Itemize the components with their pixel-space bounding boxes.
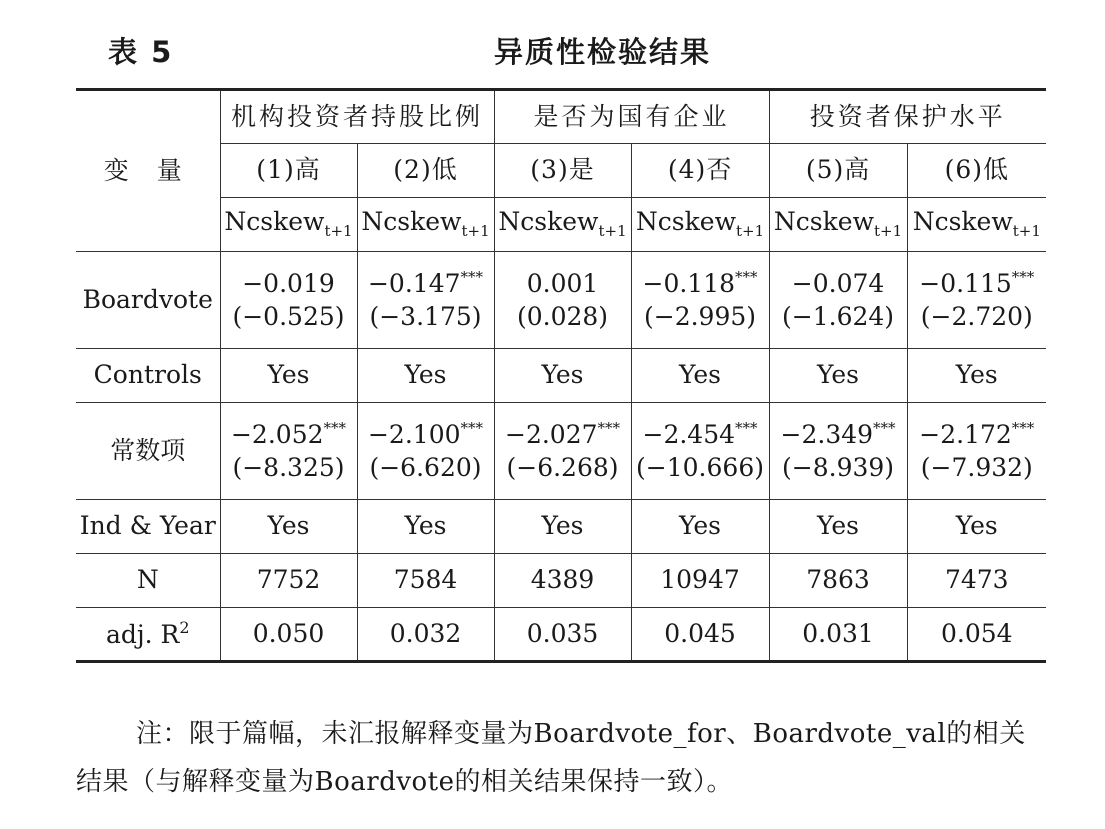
significance-stars: ***: [735, 267, 758, 286]
table-cell: 0.054: [907, 608, 1046, 662]
table-cell: Yes: [631, 500, 769, 554]
t-stat: (−8.939): [782, 452, 895, 482]
table-note: 注：限于篇幅，未汇报解释变量为Boardvote_for、Boardvote_val的相关结果（与解释变量为Boardvote的相关结果保持一致）。: [76, 719, 1026, 797]
table-cell: Yes: [494, 500, 631, 554]
table-title: 异质性检验结果: [493, 35, 711, 69]
dep-var-base: Ncskew: [635, 207, 736, 237]
significance-stars: ***: [597, 418, 621, 437]
adj-r2-power: 2: [179, 617, 190, 637]
significance-stars: ***: [460, 418, 484, 437]
significance-stars: ***: [323, 418, 347, 437]
table-cell: Yes: [907, 349, 1046, 403]
column-header: (6)低: [907, 144, 1046, 198]
dep-var-base: Ncskew: [773, 207, 874, 237]
coef-value: −2.100: [367, 419, 461, 449]
dep-var-base: Ncskew: [361, 207, 462, 237]
coef-cell: [494, 403, 631, 500]
row-label: Ind & Year: [76, 500, 220, 554]
significance-stars: ***: [873, 418, 896, 437]
dep-var-base: Ncskew: [498, 207, 599, 237]
t-stat: (−6.620): [369, 452, 482, 482]
coef-cell: [769, 252, 907, 349]
column-header: (2)低: [357, 144, 494, 198]
column-header: (4)否: [631, 144, 769, 198]
row-label: N: [76, 554, 220, 608]
coef-cell: [631, 403, 769, 500]
coef-value: −0.115: [919, 268, 1012, 298]
t-stat: (−2.995): [644, 301, 757, 331]
table-number: 表 5: [108, 35, 174, 69]
table-cell: Yes: [769, 349, 907, 403]
group-header: 是否为国有企业: [494, 90, 769, 144]
column-header: (3)是: [494, 144, 631, 198]
coef-value: −2.172: [919, 419, 1012, 449]
column-header: (5)高: [769, 144, 907, 198]
t-stat: (0.028): [516, 301, 609, 331]
dependent-variable-cell: [907, 198, 1046, 252]
row-label: Boardvote: [76, 252, 220, 349]
t-stat: (−6.268): [506, 452, 619, 482]
coef-value: −2.052: [230, 419, 324, 449]
table-caption: [0, 26, 1105, 74]
table-row: [76, 500, 1046, 554]
row-label: [76, 608, 220, 662]
group-header: 投资者保护水平: [769, 90, 1046, 144]
t-stat: (−8.325): [232, 452, 345, 482]
dependent-variable-cell: [220, 198, 357, 252]
table-row: [76, 252, 1046, 349]
row-label: 常数项: [76, 403, 220, 500]
table-cell: 7584: [357, 554, 494, 608]
table-cell: Yes: [357, 349, 494, 403]
coef-value: −2.454: [642, 419, 736, 449]
variable-header: 变 量: [76, 90, 220, 252]
coef-value: 0.001: [526, 268, 599, 298]
t-stat: (−1.624): [782, 301, 895, 331]
dependent-variable-row: [76, 198, 1046, 252]
table-row: [76, 403, 1046, 500]
column-header-row: [76, 144, 1046, 198]
table-cell: 0.035: [494, 608, 631, 662]
t-stat: (−0.525): [232, 301, 345, 331]
group-header: 机构投资者持股比例: [220, 90, 494, 144]
significance-stars: ***: [1011, 267, 1035, 286]
coef-value: −0.147: [367, 268, 461, 298]
dep-var-subscript: t+1: [873, 222, 903, 241]
coef-cell: [769, 403, 907, 500]
table-row: [76, 349, 1046, 403]
coef-value: −0.074: [791, 268, 885, 298]
table-cell: 0.045: [631, 608, 769, 662]
table-cell: Yes: [220, 349, 357, 403]
coef-cell: [907, 252, 1046, 349]
t-stat: (−2.720): [920, 301, 1033, 331]
significance-stars: ***: [1011, 418, 1035, 437]
coef-cell: [631, 252, 769, 349]
coef-cell: [357, 403, 494, 500]
coef-value: −2.027: [505, 419, 598, 449]
dependent-variable-cell: [631, 198, 769, 252]
table-cell: Yes: [494, 349, 631, 403]
table-cell: 0.032: [357, 608, 494, 662]
table-cell: Yes: [631, 349, 769, 403]
table-cell: 7863: [769, 554, 907, 608]
table-cell: 0.050: [220, 608, 357, 662]
significance-stars: ***: [460, 267, 484, 286]
coef-cell: [907, 403, 1046, 500]
dep-var-subscript: t+1: [461, 222, 490, 241]
table-cell: Yes: [769, 500, 907, 554]
dependent-variable-cell: [494, 198, 631, 252]
t-stat: (−7.932): [920, 452, 1033, 482]
table-cell: Yes: [220, 500, 357, 554]
coef-value: −0.019: [242, 268, 335, 298]
coef-value: −0.118: [642, 268, 736, 298]
row-label: Controls: [76, 349, 220, 403]
adj-r2-label: adj. R: [105, 619, 180, 649]
table-cell: 10947: [631, 554, 769, 608]
coef-cell: [494, 252, 631, 349]
dependent-variable-cell: [769, 198, 907, 252]
significance-stars: ***: [735, 418, 758, 437]
table-row: [76, 554, 1046, 608]
t-stat: (−3.175): [369, 301, 482, 331]
dep-var-base: Ncskew: [912, 207, 1013, 237]
table-row: [76, 608, 1046, 662]
coef-cell: [220, 252, 357, 349]
column-header: (1)高: [220, 144, 357, 198]
table-cell: 4389: [494, 554, 631, 608]
group-header-row: [76, 90, 1046, 144]
dep-var-base: Ncskew: [224, 207, 325, 237]
table-cell: 7752: [220, 554, 357, 608]
table-cell: Yes: [357, 500, 494, 554]
coef-value: −2.349: [780, 419, 874, 449]
table-cell: Yes: [907, 500, 1046, 554]
dep-var-subscript: t+1: [598, 222, 627, 241]
dep-var-subscript: t+1: [1012, 222, 1041, 241]
coef-cell: [357, 252, 494, 349]
dep-var-subscript: t+1: [735, 222, 765, 241]
t-stat: (−10.666): [636, 452, 764, 482]
dep-var-subscript: t+1: [324, 222, 353, 241]
results-table: [76, 88, 1046, 663]
dependent-variable-cell: [357, 198, 494, 252]
table-cell: 0.031: [769, 608, 907, 662]
coef-cell: [220, 403, 357, 500]
table-cell: 7473: [907, 554, 1046, 608]
